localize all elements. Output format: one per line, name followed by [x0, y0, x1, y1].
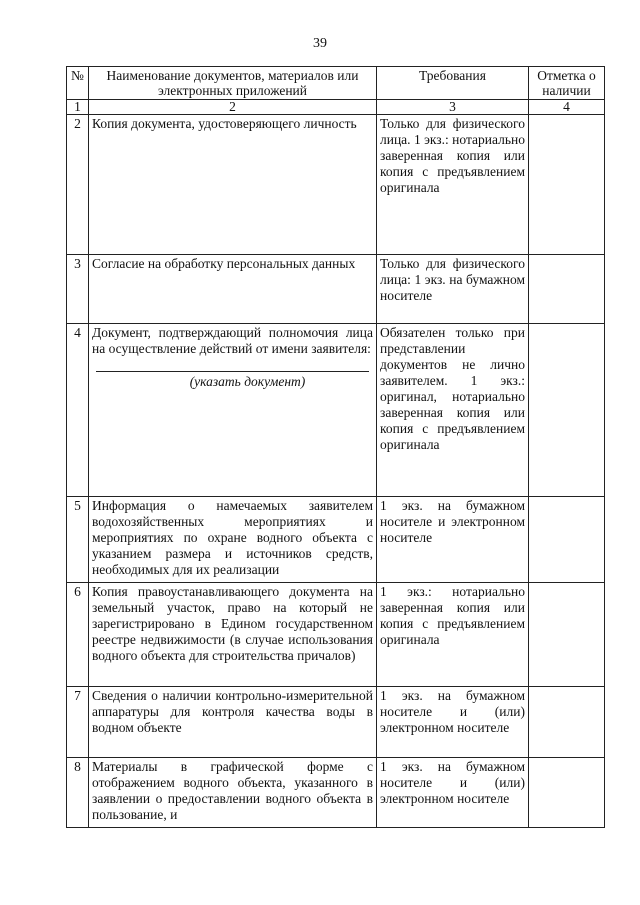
availability-mark[interactable] — [529, 687, 605, 758]
availability-mark[interactable] — [529, 758, 605, 828]
header-name: Наименование документов, материалов или электронных приложений — [89, 67, 377, 100]
availability-mark[interactable] — [529, 497, 605, 583]
document-requirements: 1 экз. на бумажном носителе и (или) электронном носителе — [377, 758, 529, 828]
document-name: Документ, подтверждающий полномочия лица на осуществление действий от имени заявителя: — [92, 325, 373, 356]
document-name: Согласие на обработку персональных данных — [89, 255, 377, 324]
header-requirements: Требования — [377, 67, 529, 100]
column-index: 4 — [529, 100, 605, 115]
row-number: 5 — [67, 497, 89, 583]
table-row — [67, 324, 605, 497]
table-header-row — [67, 67, 605, 100]
table-row — [67, 497, 605, 583]
availability-mark[interactable] — [529, 255, 605, 324]
row-number: 7 — [67, 687, 89, 758]
specify-document-hint: (указать документ) — [189, 374, 306, 389]
document-name: Информация о намечаемых заявителем водохозяйственных мероприятиях и мероприятиях по охране водного объекта с указанием размера и источников средств, необходимых для их реализации — [89, 497, 377, 583]
document-name: Копия правоустанавливающего документа на земельный участок, право на который не зарегистрировано в Едином государственном реестре недвижимости (в случае использования водного объекта для строительства причалов) — [89, 583, 377, 687]
availability-mark[interactable] — [529, 324, 605, 497]
row-number: 8 — [67, 758, 89, 828]
column-index: 1 — [67, 100, 89, 115]
column-index: 3 — [377, 100, 529, 115]
row-number: 4 — [67, 324, 89, 497]
documents-table — [66, 66, 605, 828]
row-number: 3 — [67, 255, 89, 324]
row-number: 2 — [67, 115, 89, 255]
table-row — [67, 583, 605, 687]
header-num: № — [67, 67, 89, 100]
document-requirements: Обязателен только при представлении документов не лично заявителем. 1 экз.: оригинал, нотариально заверенная копия или копия с предъявлением оригинала — [377, 324, 529, 497]
document-requirements: Только для физического лица: 1 экз. на бумажном носителе — [377, 255, 529, 324]
document-name: Копия документа, удостоверяющего личность — [89, 115, 377, 255]
page-number: 39 — [313, 36, 327, 51]
document-name: Материалы в графической форме с отображением водного объекта, указанного в заявлении о предоставлении водного объекта в пользование, и — [89, 758, 377, 828]
fill-in-line — [96, 371, 369, 372]
availability-mark[interactable] — [529, 115, 605, 255]
document-requirements: 1 экз. на бумажном носителе и электронном носителе — [377, 497, 529, 583]
availability-mark[interactable] — [529, 583, 605, 687]
header-mark: Отметка о наличии — [529, 67, 605, 100]
document-name: Сведения о наличии контрольно-измерительной аппаратуры для контроля качества воды в водном объекте — [89, 687, 377, 758]
table-row — [67, 687, 605, 758]
row-number: 6 — [67, 583, 89, 687]
column-index: 2 — [89, 100, 377, 115]
document-requirements: Только для физического лица. 1 экз.: нотариально заверенная копия или копия с предъявлением оригинала — [377, 115, 529, 255]
column-index-row — [67, 100, 605, 115]
table-row — [67, 758, 605, 828]
table-row — [67, 255, 605, 324]
table-row — [67, 115, 605, 255]
document-requirements: 1 экз.: нотариально заверенная копия или копия с предъявлением оригинала — [377, 583, 529, 687]
document-name-cell — [89, 324, 377, 497]
document-requirements: 1 экз. на бумажном носителе и (или) электронном носителе — [377, 687, 529, 758]
